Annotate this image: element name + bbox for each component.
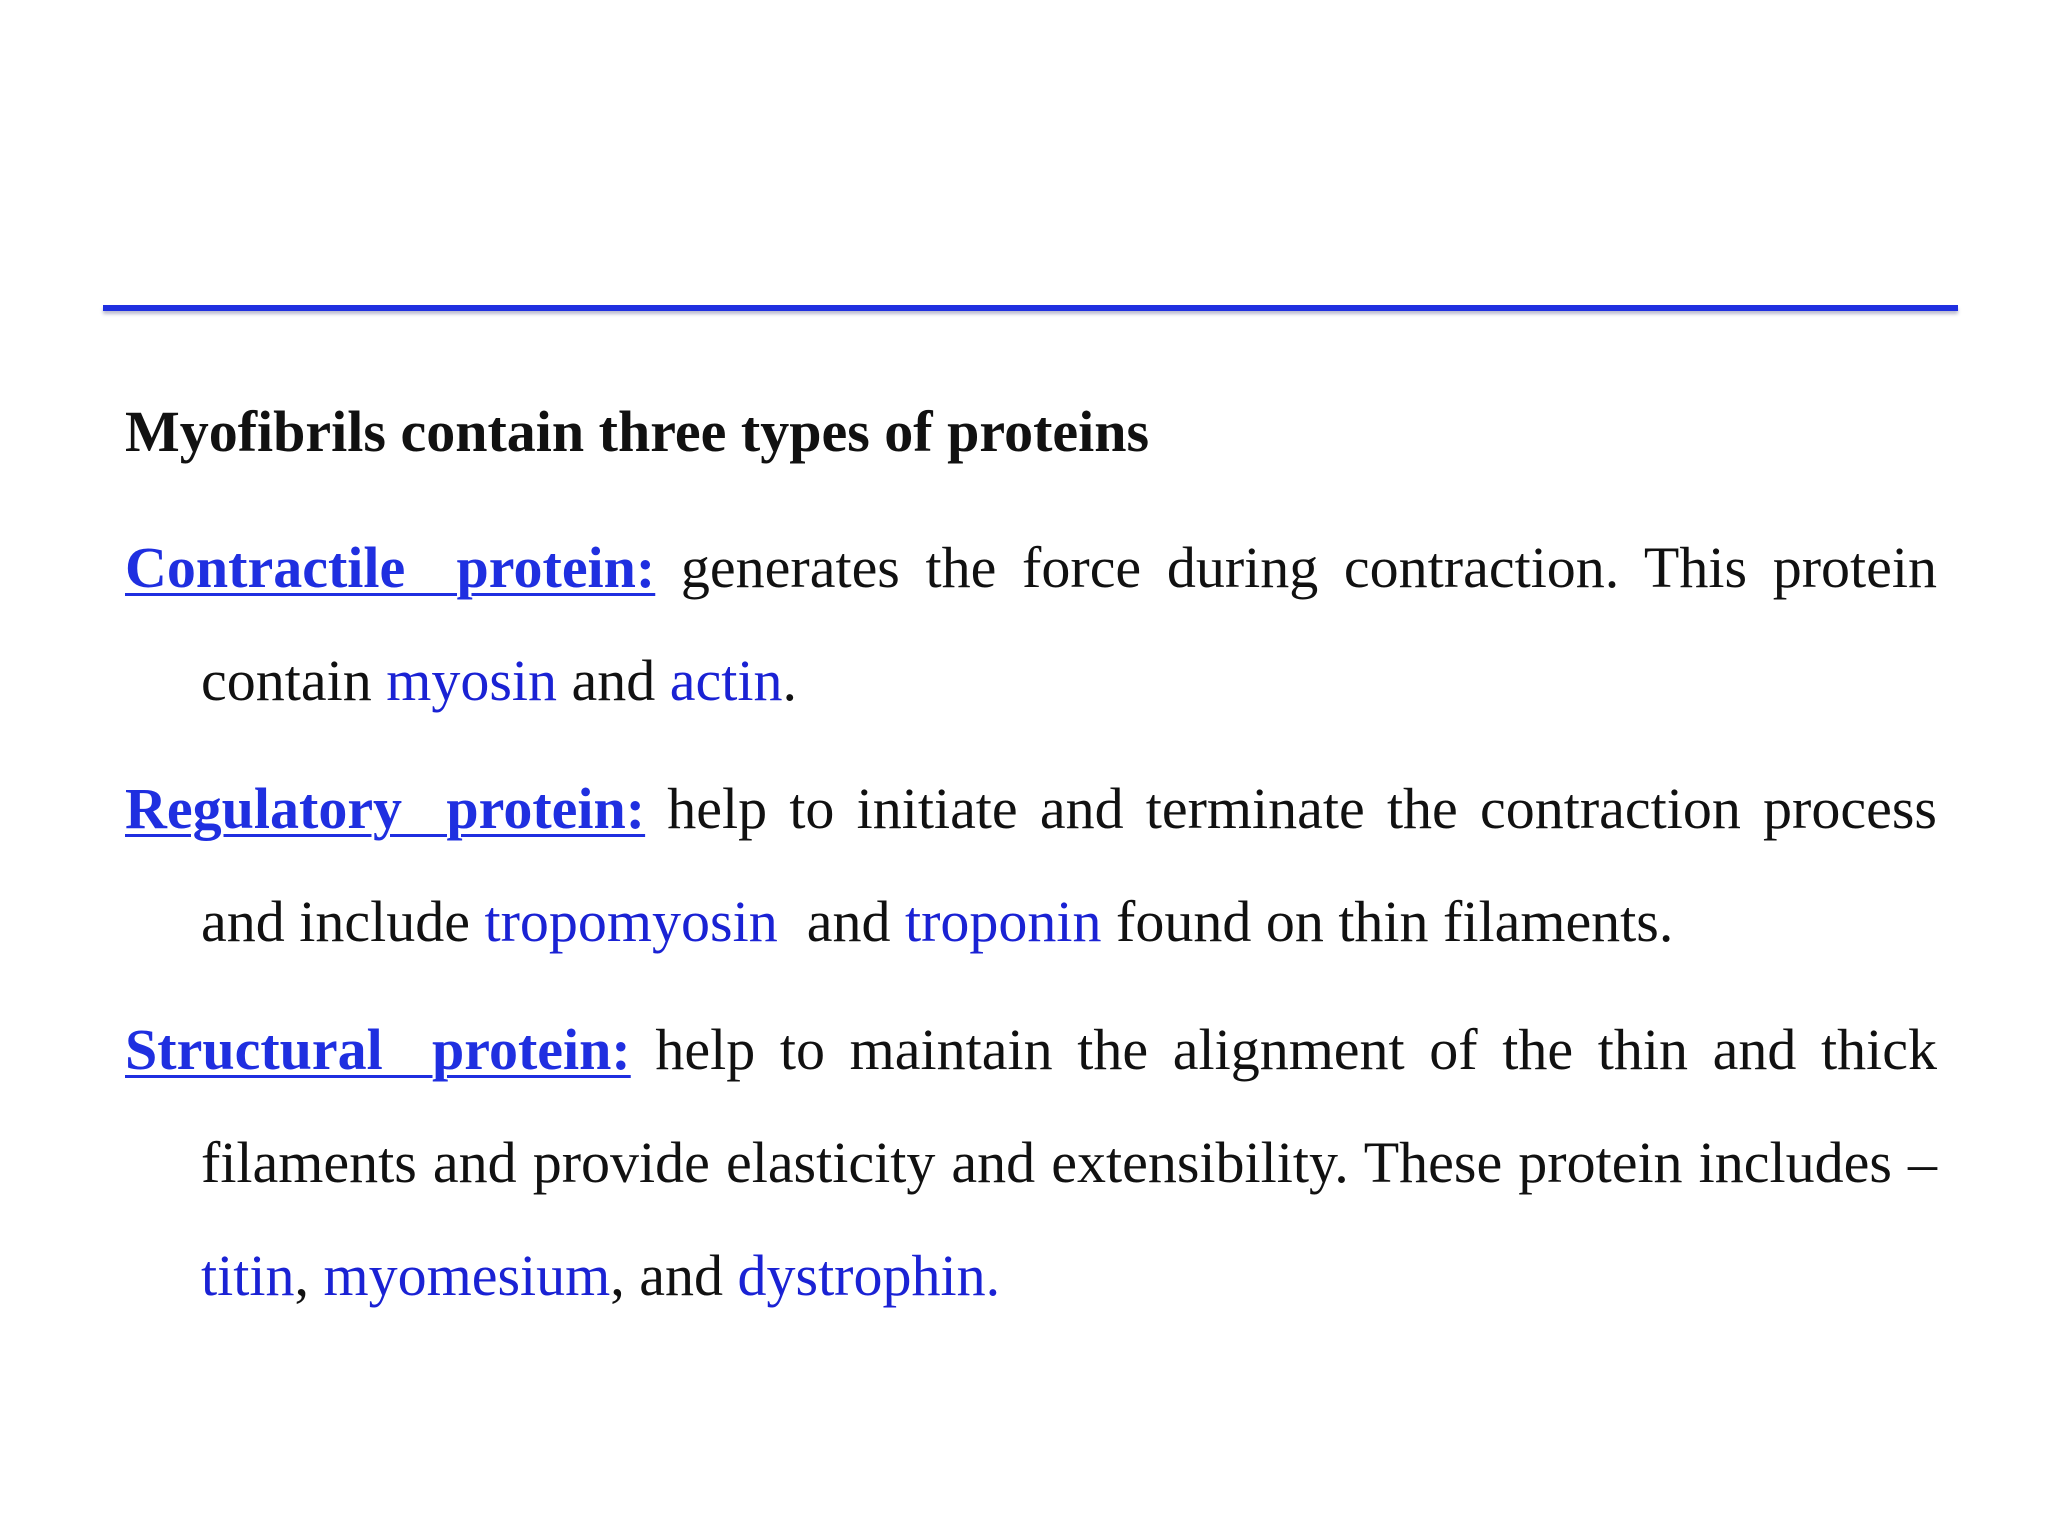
structural-protein-term: Structural protein: xyxy=(125,1017,631,1082)
dystrophin-term: dystrophin. xyxy=(737,1243,1001,1308)
contractile-text-1: generates the force during contraction. This protein contain xyxy=(201,535,1937,713)
tropomyosin-term: tropomyosin xyxy=(484,889,778,954)
troponin-term: troponin xyxy=(904,889,1102,954)
regulatory-protein-item xyxy=(125,752,1937,978)
regulatory-text-1: help to initiate and terminate the contraction process and include xyxy=(201,776,1937,954)
structural-text-1: help to maintain the alignment of the thin and thick filaments and provide elasticity and extensibility. These protein includes – xyxy=(201,1017,1937,1195)
structural-text-3: , and xyxy=(610,1243,738,1308)
structural-text-2: , xyxy=(294,1243,324,1308)
title-divider-rule xyxy=(103,305,1958,311)
regulatory-text-3: found on thin filaments. xyxy=(1101,889,1674,954)
actin-term: actin xyxy=(669,648,783,713)
contractile-protein-term: Contractile protein: xyxy=(125,535,656,600)
regulatory-protein-term: Regulatory protein: xyxy=(125,776,646,841)
slide-body xyxy=(125,390,1937,1332)
slide-heading: Myofibrils contain three types of proteins xyxy=(125,399,1150,464)
myosin-term: myosin xyxy=(386,648,558,713)
contractile-protein-item xyxy=(125,511,1937,737)
titin-term: titin xyxy=(201,1243,295,1308)
regulatory-text-2: and xyxy=(777,889,905,954)
contractile-text-2: and xyxy=(557,648,670,713)
structural-protein-item xyxy=(125,993,1937,1332)
contractile-text-3: . xyxy=(782,648,797,713)
myomesium-term: myomesium xyxy=(323,1243,611,1308)
